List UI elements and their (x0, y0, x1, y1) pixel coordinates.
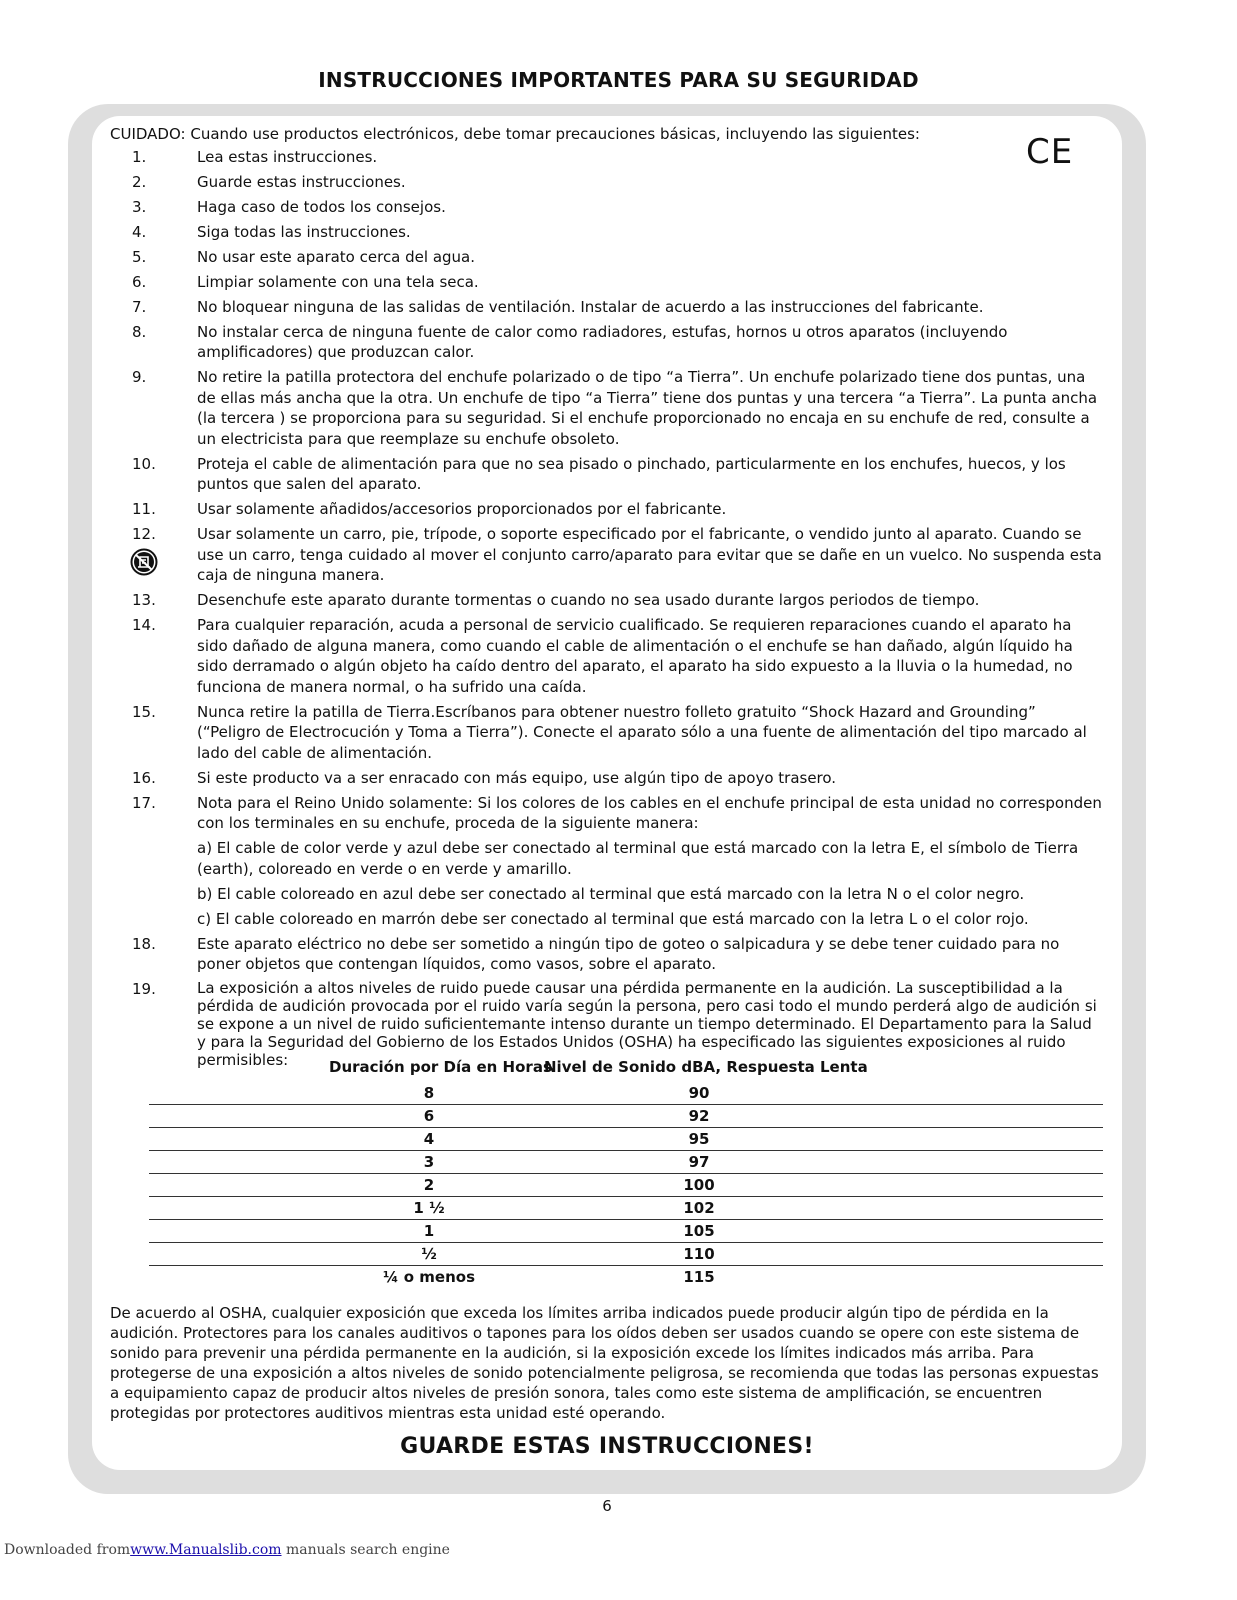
safety-instructions (110, 124, 1102, 1074)
table-row: ½ 110 (149, 1243, 1103, 1266)
list-item: 15. Nunca retire la patilla de Tierra.Escríbanos para obtener nuestro folleto gratuito “Shock Hazard and Grounding” (“Peligro de Electrocución y Toma a Tierra”). Conecte el aparato sólo a una fuente de alimentación del tipo marcado al lado del cable de alimentación. (132, 702, 1087, 762)
table-header (149, 1056, 1103, 1082)
list-item: 7. No bloquear ninguna de las salidas de ventilación. Instalar de acuerdo a las instrucciones del fabricante. (132, 297, 984, 316)
uk-note-c: c) El cable coloreado en marrón debe ser conectado al terminal que está marcado con la letra L o el color rojo. (197, 909, 1029, 928)
cart-warning-icon (130, 548, 158, 576)
caution-text: CUIDADO: Cuando use productos electrónicos, debe tomar precauciones básicas, incluyendo las siguientes: (110, 125, 920, 143)
list-item: 19. La exposición a altos niveles de ruido puede causar una pérdida permanente en la audición. La susceptibilidad a la pérdida de audición provocada por el ruido varía según la persona, pero casi todo el mundo perderá algo de audición si se expone a un nivel de ruido suficientemante intenso durante un tiempo determinado. El Departamento para la Salud y para la Seguridad del Gobierno de los Estados Unidos (OSHA) ha especificado las siguientes exposiciones al ruido permisibles: (132, 979, 1097, 1069)
download-footer (4, 1542, 450, 1558)
header-sound-level: Nivel de Sonido dBA, Respuesta Lenta (544, 1058, 868, 1076)
table-row: 1 105 (149, 1220, 1103, 1243)
footer-suffix: manuals search engine (281, 1542, 450, 1558)
uk-note-a: a) El cable de color verde y azul debe ser conectado al terminal que está marcado con la letra E, el símbolo de Tierra (earth), coloreado en verde o en verde y amarillo. (197, 839, 1079, 878)
table-row: 4 95 (149, 1128, 1103, 1151)
table-row: ¼ o menos 115 (383, 1268, 715, 1286)
list-item: 5. No usar este aparato cerca del agua. (132, 247, 476, 266)
page-number: 6 (602, 1497, 612, 1515)
list-item: 6. Limpiar solamente con una tela seca. (132, 272, 479, 291)
table-row: 6 92 (149, 1105, 1103, 1128)
list-item: 9. No retire la patilla protectora del enchufe polarizado o de tipo “a Tierra”. Un enchufe polarizado tiene dos puntas, una de ellas más ancha que la otra. Un enchufe de tipo “a Tierra” tiene dos puntas y una tercera “a Tierra”. La punta ancha (la tercera ) se proporciona para su seguridad. Si el enchufe proporcionado no encaja en su enchufe de red, consulte a un electricista para que reemplaze su enchufe obsoleto. (132, 368, 1098, 448)
table-row: 3 97 (149, 1151, 1103, 1174)
list-item: 2. Guarde estas instrucciones. (132, 172, 406, 191)
list-item: 3. Haga caso de todos los consejos. (132, 197, 446, 216)
table-row: 1 ½ 102 (149, 1197, 1103, 1220)
list-item: 12. Usar solamente un carro, pie, trípode, o soporte especificado por el fabricante, o vendido junto al aparato. Cuando se use un carro, tenga cuidado al mover el conjunto carro/aparato para evitar que se dañe en un vuelco. No suspenda esta caja de ninguna manera. (132, 525, 1102, 584)
table-row: 8 90 (149, 1082, 1103, 1105)
list-item: 8. No instalar cerca de ninguna fuente de calor como radiadores, estufas, hornos u otros aparatos (incluyendo amplificadores) que produzcan calor. (132, 322, 1008, 361)
list-item: 4. Siga todas las instrucciones. (132, 222, 411, 241)
manualslib-link[interactable]: www.Manualslib.com (130, 1542, 282, 1558)
instructions-list (110, 147, 1102, 834)
save-instructions-heading: GUARDE ESTAS INSTRUCCIONES! (400, 1434, 814, 1459)
list-item: 14. Para cualquier reparación, acuda a personal de servicio cualificado. Se requieren reparaciones cuando el aparato ha sido dañado de alguna manera, como cuando el cable de alimentación o el enchufe se han dañado, algún líquido ha sido derramado o algún objeto ha caído dentro del aparato, el aparato ha sido expuesto a la lluvia o la humedad, no funciona de manera normal, o ha sufrido una caída. (132, 616, 1073, 696)
list-item: 10. Proteja el cable de alimentación para que no sea pisado o pinchado, particularmente en los enchufes, huecos, y los puntos que salen del aparato. (132, 454, 1066, 493)
ce-mark-icon: CE (1026, 132, 1074, 172)
header-duration: Duración por Día en Horas (329, 1058, 552, 1076)
list-item: 18. Este aparato eléctrico no debe ser sometido a ningún tipo de goteo o salpicadura y se debe tener cuidado para no poner objetos que contengan líquidos, como vasos, sobre el aparato. (132, 934, 1060, 973)
list-item: 11. Usar solamente añadidos/accesorios proporcionados por el fabricante. (132, 500, 727, 518)
list-item: 13. Desenchufe este aparato durante tormentas o cuando no sea usado durante largos periodos de tiempo. (132, 591, 980, 609)
list-item: 16. Si este producto va a ser enracado con más equipo, use algún tipo de apoyo trasero. (132, 768, 837, 787)
page-title: INSTRUCCIONES IMPORTANTES PARA SU SEGURIDAD (318, 68, 919, 92)
table-row: 2 100 (149, 1174, 1103, 1197)
uk-note-b: b) El cable coloreado en azul debe ser conectado al terminal que está marcado con la letra N o el color negro. (197, 884, 1025, 903)
footer-prefix: Downloaded from (4, 1542, 131, 1558)
list-item: 17. Nota para el Reino Unido solamente: Si los colores de los cables en el enchufe principal de esta unidad no corresponden con los terminales en su enchufe, proceda de la siguiente manera: (132, 793, 1102, 832)
noise-exposure-table (149, 1056, 1103, 1288)
list-item: 1. Lea estas instrucciones. (132, 147, 378, 166)
osha-closing-paragraph: De acuerdo al OSHA, cualquier exposición que exceda los límites arriba indicados puede producir algún tipo de pérdida en la audición. Protectores para los canales auditivos o tapones para los oídos deben ser usados cuando se opere con este sistema de sonido para prevenir una pérdida permanente en la audición, si la exposición excede los límites indicados más arriba. Para protegerse de una exposición a altos niveles de sonido potencialmente peligrosa, se recomienda que todas las personas expuestas a equipamiento capaz de producir altos niveles de presión sonora, tales como este sistema de amplificación, se encuentren protegidas por protectores auditivos mientras esta unidad esté operando. (110, 1304, 1099, 1422)
instructions-list-continued (110, 934, 1102, 1070)
